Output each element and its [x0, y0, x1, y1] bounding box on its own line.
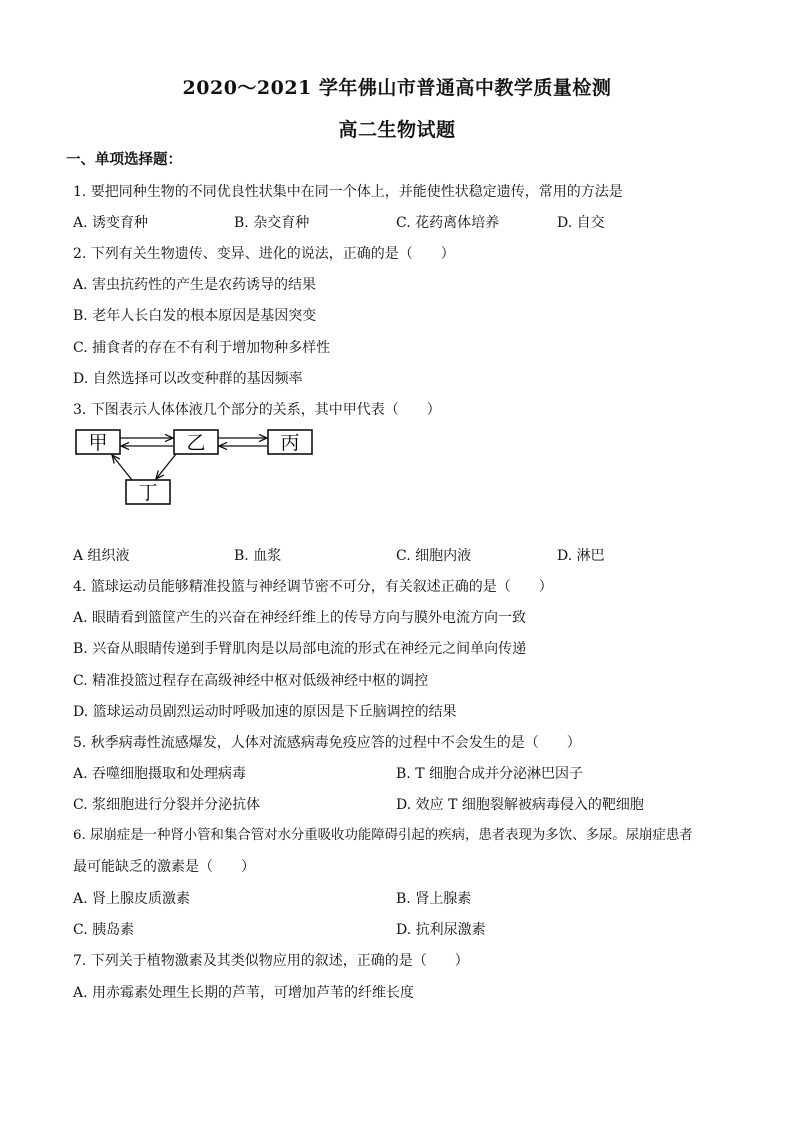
section-heading: 一、单项选择题：: [66, 151, 182, 168]
q3-option-c: C. 细胞内液: [396, 548, 472, 564]
node-jia: 甲: [88, 432, 108, 454]
q4-option-c: C. 精准投篮过程存在高级神经中枢对低级神经中枢的调控: [73, 673, 429, 689]
body-fluid-diagram: [70, 424, 320, 510]
question-1-stem: 1. 要把同种生物的不同优良性状集中在同一个体上，并能使性状稳定遗传，常用的方法是: [73, 184, 623, 200]
question-6-stem-line-2: 最可能缺乏的激素是（ ）: [73, 859, 255, 875]
exam-title: 2020～2021 学年佛山市普通高中教学质量检测: [182, 77, 612, 99]
q3-option-d: D. 淋巴: [557, 548, 605, 564]
question-2-stem: 2. 下列有关生物遗传、变异、进化的说法，正确的是（ ）: [73, 246, 455, 262]
q5-option-d: D. 效应 T 细胞裂解被病毒侵入的靶细胞: [396, 797, 644, 813]
q4-option-d: D. 篮球运动员剧烈运动时呼吸加速的原因是下丘脑调控的结果: [73, 704, 457, 720]
q1-option-b: B. 杂交育种: [234, 215, 310, 231]
q6-option-b: B. 肾上腺素: [396, 891, 472, 907]
question-6-stem-line-1: 6. 尿崩症是一种肾小管和集合管对水分重吸收功能障碍引起的疾病，患者表现为多饮、多尿。尿崩症患者: [73, 828, 693, 843]
q3-option-a: A 组织液: [73, 548, 130, 564]
q6-option-a: A. 肾上腺皮质激素: [73, 891, 191, 907]
q3-option-b: B. 血浆: [234, 548, 282, 564]
node-yi: 乙: [186, 432, 206, 454]
q6-option-c: C. 胰岛素: [73, 922, 135, 938]
q2-option-d: D. 自然选择可以改变种群的基因频率: [73, 371, 303, 387]
q1-option-c: C. 花药离体培养: [396, 215, 500, 231]
arrow-yi-to-ding: [156, 454, 176, 479]
node-ding: 丁: [138, 482, 158, 504]
question-4-stem: 4. 篮球运动员能够精准投篮与神经调节密不可分，有关叙述正确的是（ ）: [73, 579, 553, 595]
q1-option-a: A. 诱变育种: [73, 215, 149, 231]
q4-option-b: B. 兴奋从眼睛传递到手臂肌肉是以局部电流的形式在神经元之间单向传递: [73, 641, 527, 657]
q1-option-d: D. 自交: [557, 215, 605, 231]
arrow-ding-to-jia: [112, 455, 132, 480]
question-3-stem: 3. 下图表示人体体液几个部分的关系，其中甲代表（ ）: [73, 402, 441, 418]
exam-subtitle: 高二生物试题: [338, 119, 456, 141]
q5-option-b: B. T 细胞合成并分泌淋巴因子: [396, 766, 583, 782]
q2-option-c: C. 捕食者的存在不有利于增加物种多样性: [73, 340, 331, 356]
q2-option-a: A. 害虫抗药性的产生是农药诱导的结果: [73, 277, 317, 293]
node-bing: 丙: [280, 432, 300, 454]
q5-option-c: C. 浆细胞进行分裂并分泌抗体: [73, 797, 261, 813]
question-7-stem: 7. 下列关于植物激素及其类似物应用的叙述，正确的是（ ）: [73, 953, 469, 969]
q7-option-a: A. 用赤霉素处理生长期的芦苇，可增加芦苇的纤维长度: [73, 985, 415, 1001]
q6-option-d: D. 抗利尿激素: [396, 922, 486, 938]
q2-option-b: B. 老年人长白发的根本原因是基因突变: [73, 308, 317, 324]
question-5-stem: 5. 秋季病毒性流感爆发，人体对流感病毒免疫应答的过程中不会发生的是（ ）: [73, 735, 581, 751]
q5-option-a: A. 吞噬细胞摄取和处理病毒: [73, 766, 247, 782]
q4-option-a: A. 眼睛看到篮筐产生的兴奋在神经纤维上的传导方向与膜外电流方向一致: [73, 610, 527, 626]
